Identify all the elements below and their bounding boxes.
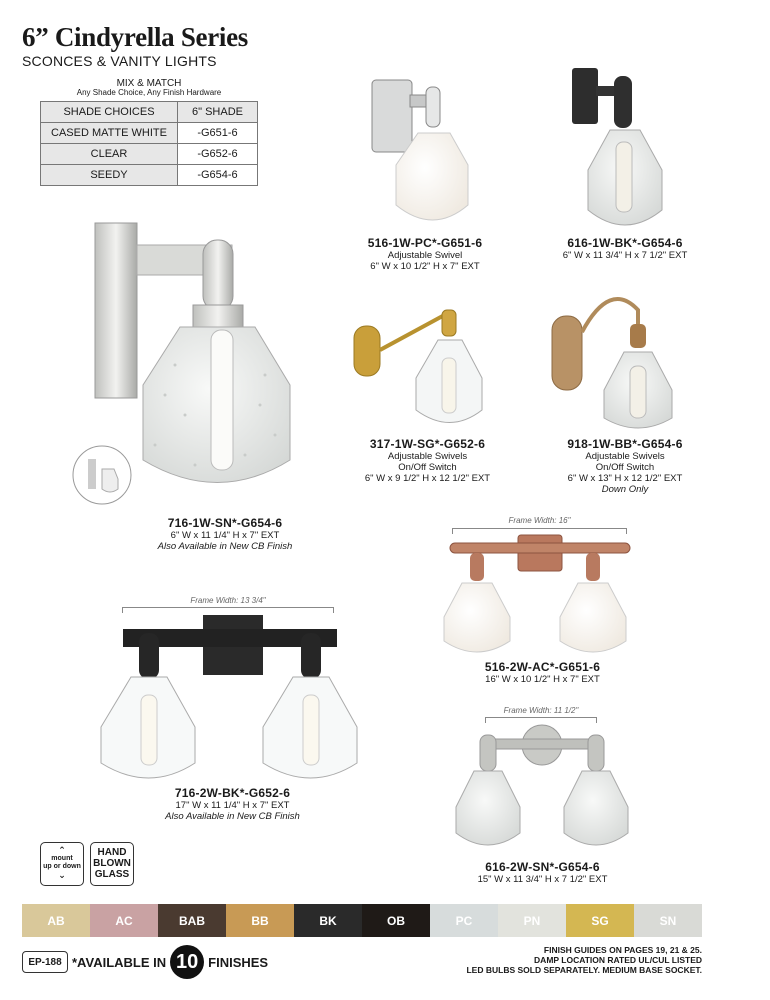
product-feature: Adjustable Swivels [585,451,665,462]
page-subtitle: SCONCES & VANITY LIGHTS [22,53,217,69]
mount-label-2: up or down [43,863,81,870]
shade-name: SEEDY [41,165,178,186]
product-name: 918-1W-BB*-G654-6 [567,437,683,451]
product-image-516-2w [440,533,640,655]
finish-bar [22,904,702,937]
shade-code: -G652-6 [178,144,258,165]
caption-918-1w [540,437,710,495]
caption-616-1w [545,236,705,261]
caption-616-2w [460,860,625,885]
footer-note: FINISH GUIDES ON PAGES 19, 21 & 25. [543,945,702,955]
product-dimensions: 16" W x 10 1/2" H x 7" EXT [485,674,600,685]
finish-swatch-bb: BB [226,904,294,937]
mix-title: MIX & MATCH [116,78,182,89]
table-row [41,123,258,144]
availability-suffix: FINISHES [208,954,269,970]
product-dimensions: 6" W x 10 1/2" H x 7" EXT [370,261,480,272]
product-name: 516-1W-PC*-G651-6 [367,236,483,250]
product-dimensions: 6" W x 11 1/4" H x 7" EXT [170,530,280,541]
footer-note: DAMP LOCATION RATED UL/CUL LISTED [534,955,702,965]
shade-code: -G654-6 [178,165,258,186]
caption-516-2w [460,660,625,685]
product-name: 616-1W-BK*-G654-6 [567,236,683,250]
finish-swatch-ab: AB [22,904,90,937]
finish-swatch-pn: PN [498,904,566,937]
product-dimensions: 17" W x 11 1/4" H x 7" EXT [175,800,290,811]
product-image-918-1w [550,280,690,432]
product-note: Down Only [601,484,649,495]
table-row [41,165,258,186]
product-image-616-2w [460,725,625,857]
table-header-shade-choices: SHADE CHOICES [41,102,178,123]
glass-label-3: GLASS [94,869,130,880]
finish-count: 10 [170,945,204,979]
availability-label [72,951,268,973]
frame-width-label: Frame Width: 16" [508,516,571,525]
frame-width-line [485,717,597,723]
caption-716-2w [135,786,330,822]
page-number-tag: EP-188 [22,951,68,973]
page-title: 6” Cindyrella Series [22,22,248,52]
product-dimensions: 6" W x 11 3/4" H x 7 1/2" EXT [562,250,688,261]
mount-badge [40,842,84,886]
mix-subtitle: Any Shade Choice, Any Finish Hardware [76,88,222,97]
shade-code: -G651-6 [178,123,258,144]
finish-swatch-sn: SN [634,904,702,937]
finish-swatch-sg: SG [566,904,634,937]
shade-name: CASED MATTE WHITE [41,123,178,144]
product-feature: Adjustable Swivels [387,451,468,462]
product-dimensions: 6" W x 9 1/2" H x 12 1/2" EXT [364,473,491,484]
frame-width-label: Frame Width: 13 3/4" [190,596,266,605]
table-row [41,144,258,165]
product-name: 516-2W-AC*-G651-6 [484,660,601,674]
product-feature: On/Off Switch [595,462,655,473]
glass-label-2: BLOWN [93,858,131,869]
product-feature: Adjustable Swivel [387,250,463,261]
product-dimensions: 15" W x 11 3/4" H x 7 1/2" EXT [477,874,608,885]
hand-blown-glass-badge [90,842,134,886]
product-note: Also Available in New CB Finish [165,811,300,822]
shade-table [40,101,258,186]
availability-prefix: *AVAILABLE IN [72,954,167,970]
frame-width-label: Frame Width: 11 1/2" [503,706,579,715]
finish-swatch-bk: BK [294,904,362,937]
product-note: Also Available in New CB Finish [157,541,293,552]
finish-swatch-ob: OB [362,904,430,937]
product-name: 317-1W-SG*-G652-6 [369,437,486,451]
chevron-down-icon: ⌄ [58,870,66,880]
caption-716-1w [130,516,320,552]
product-name: 616-2W-SN*-G654-6 [485,860,600,874]
glass-label-1: HAND [97,847,127,858]
chevron-up-icon: ⌃ [58,845,66,855]
frame-width-line [122,607,334,613]
product-thumbnail-icon [72,445,132,505]
product-feature: On/Off Switch [398,462,457,473]
mount-label: mount [51,855,73,862]
product-name: 716-2W-BK*-G652-6 [174,786,291,800]
product-dimensions: 6" W x 13" H x 12 1/2" EXT [567,473,683,484]
product-image-317-1w [350,300,500,432]
finish-swatch-pc: PC [430,904,498,937]
finish-swatch-ac: AC [90,904,158,937]
table-header-6in-shade: 6" SHADE [178,102,258,123]
footer-notes [466,945,702,975]
product-name: 716-1W-SN*-G654-6 [167,516,283,530]
product-image-616-1w [570,62,680,232]
product-image-516-1w [368,75,478,235]
caption-516-1w [345,236,505,272]
product-image-716-2w [95,615,365,785]
table-header-row [41,102,258,123]
footer-note: LED BULBS SOLD SEPARATELY. MEDIUM BASE SOCKET. [466,965,702,975]
shade-name: CLEAR [41,144,178,165]
finish-swatch-bab: BAB [158,904,226,937]
caption-317-1w [345,437,510,484]
